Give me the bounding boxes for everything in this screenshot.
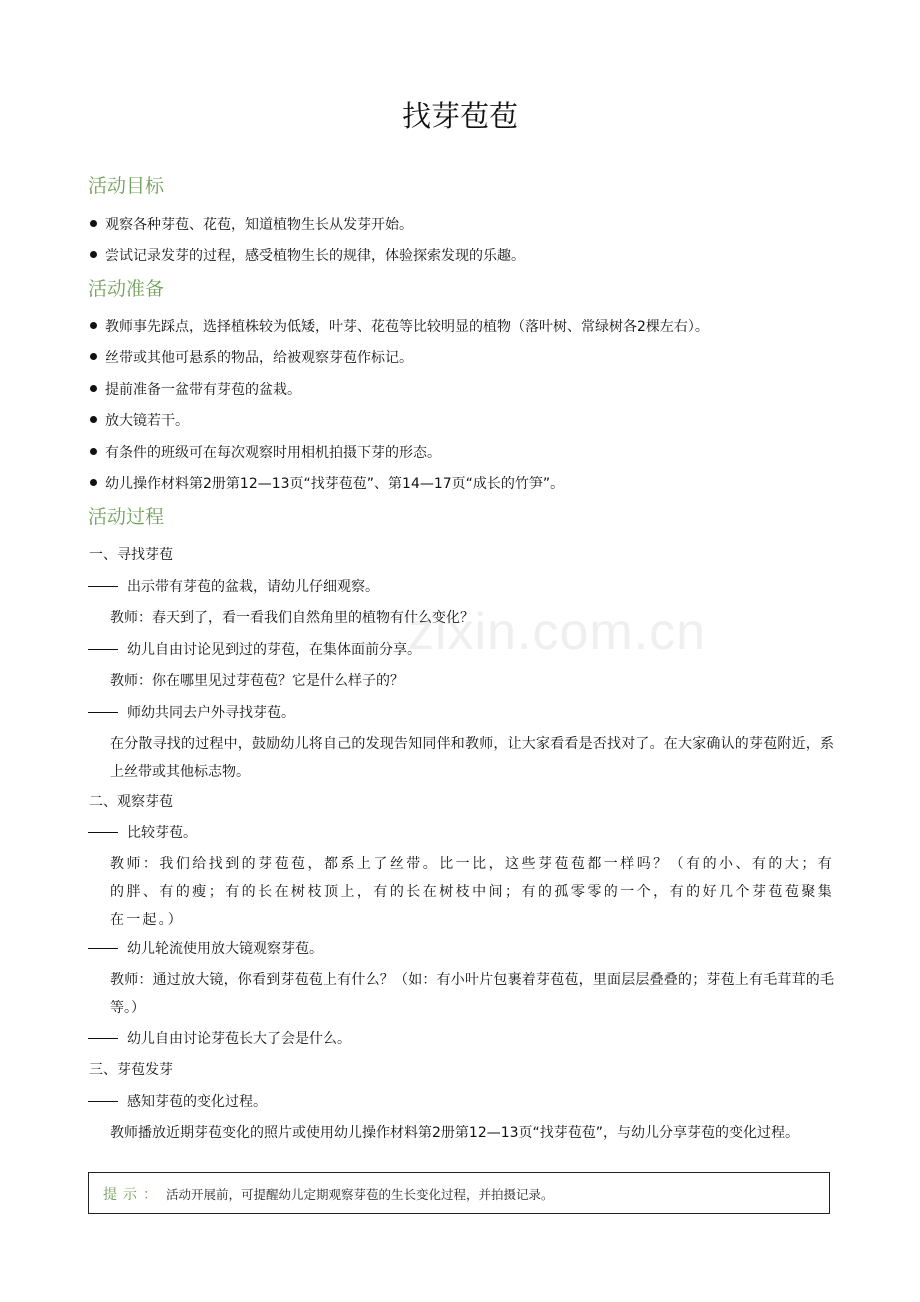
tip-box: [88, 1172, 830, 1214]
prep-item-text: 丝带或其他可悬系的物品，给被观察芽苞作标记。: [105, 350, 413, 366]
prep-item-text: 放大镜若干。: [105, 413, 189, 429]
section-heading-prep: 活动准备: [88, 278, 165, 300]
prep-item-text: 幼儿操作材料第2册第12—13页“找芽苞苞”、第14—17页“成长的竹笋”。: [105, 476, 565, 492]
bullet-icon: [90, 385, 97, 392]
section-heading-process: 活动过程: [88, 506, 165, 528]
process-step-text: 幼儿轮流使用放大镜观察芽苞。: [127, 941, 323, 957]
tip-text: 活动开展前，可提醒幼儿定期观察芽苞的生长变化过程，并拍摄记录。: [166, 1187, 554, 1202]
prep-item: [90, 443, 441, 463]
process-part-title: 一、寻找芽苞: [89, 547, 173, 563]
bullet-icon: [90, 353, 97, 360]
process-step-text: 幼儿自由讨论芽苞长大了会是什么。: [127, 1031, 351, 1047]
process-paragraph: 教师播放近期芽苞变化的照片或使用幼儿操作材料第2册第12—13页“找芽苞苞”，与幼儿分享芽苞的变化过程。: [110, 1125, 800, 1141]
goal-item: [90, 246, 525, 266]
goal-item-text: 尝试记录发芽的过程，感受植物生长的规律，体验探索发现的乐趣。: [105, 248, 525, 264]
prep-item-text: 提前准备一盆带有芽苞的盆栽。: [105, 382, 301, 398]
process-step: [88, 703, 295, 723]
process-step: [88, 640, 421, 660]
process-step-text: 师幼共同去户外寻找芽苞。: [127, 705, 295, 721]
process-step-text: 比较芽苞。: [127, 825, 197, 841]
teacher-question: 教师：春天到了，看一看我们自然角里的植物有什么变化？: [110, 610, 474, 626]
prep-item: [90, 380, 301, 400]
dash-icon: [88, 712, 118, 713]
bullet-icon: [90, 251, 97, 258]
goal-item: [90, 215, 413, 235]
process-part-title: 三、芽苞发芽: [89, 1062, 173, 1078]
process-part-title: 二、观察芽苞: [89, 794, 173, 810]
process-step: [88, 1029, 351, 1049]
process-step: [88, 823, 197, 843]
process-step: [88, 1092, 267, 1112]
process-step: [88, 577, 379, 597]
prep-item: [90, 411, 189, 431]
dash-icon: [88, 948, 118, 949]
bullet-icon: [90, 322, 97, 329]
prep-item: [90, 317, 709, 337]
process-step: [88, 939, 323, 959]
goal-item-text: 观察各种芽苞、花苞，知道植物生长从发芽开始。: [105, 217, 413, 233]
bullet-icon: [90, 479, 97, 486]
bullet-icon: [90, 416, 97, 423]
process-paragraph: 在分散寻找的过程中，鼓励幼儿将自己的发现告知同伴和教师，让大家看看是否找对了。在大家确认的芽苞附近，系上丝带或其他标志物。: [110, 736, 834, 780]
dash-icon: [88, 832, 118, 833]
process-step-text: 感知芽苞的变化过程。: [127, 1094, 267, 1110]
tip-label: 提示：: [103, 1187, 163, 1203]
prep-item: [90, 348, 413, 368]
page-title: 找芽苞苞: [401, 99, 518, 133]
teacher-question: 教师：你在哪里见过芽苞苞？它是什么样子的？: [110, 673, 404, 689]
dash-icon: [88, 1101, 118, 1102]
watermark: zixin.com.cn: [408, 603, 707, 661]
dash-icon: [88, 586, 118, 587]
bullet-icon: [90, 448, 97, 455]
dash-icon: [88, 1038, 118, 1039]
process-step-text: 出示带有芽苞的盆栽，请幼儿仔细观察。: [127, 579, 379, 595]
process-step-text: 幼儿自由讨论见到过的芽苞，在集体面前分享。: [127, 642, 421, 658]
prep-item: [90, 474, 564, 494]
section-heading-goals: 活动目标: [88, 175, 165, 197]
process-paragraph: 教师：通过放大镜，你看到芽苞苞上有什么？（如：有小叶片包裹着芽苞苞，里面层层叠叠的；芽苞上有毛茸茸的毛等。）: [110, 972, 834, 1016]
dash-icon: [88, 649, 118, 650]
prep-item-text: 有条件的班级可在每次观察时用相机拍摄下芽的形态。: [105, 445, 441, 461]
prep-item-text: 教师事先踩点，选择植株较为低矮，叶芽、花苞等比较明显的植物（落叶树、常绿树各2棵左右）。: [105, 319, 709, 335]
bullet-icon: [90, 220, 97, 227]
process-paragraph: 教师：我们给找到的芽苞苞，都系上了丝带。比一比，这些芽苞苞都一样吗？（有的小、有的大；有的胖、有的瘦；有的长在树枝顶上，有的长在树枝中间；有的孤零零的一个，有的好几个芽苞苞聚集在一起。）: [110, 856, 834, 928]
